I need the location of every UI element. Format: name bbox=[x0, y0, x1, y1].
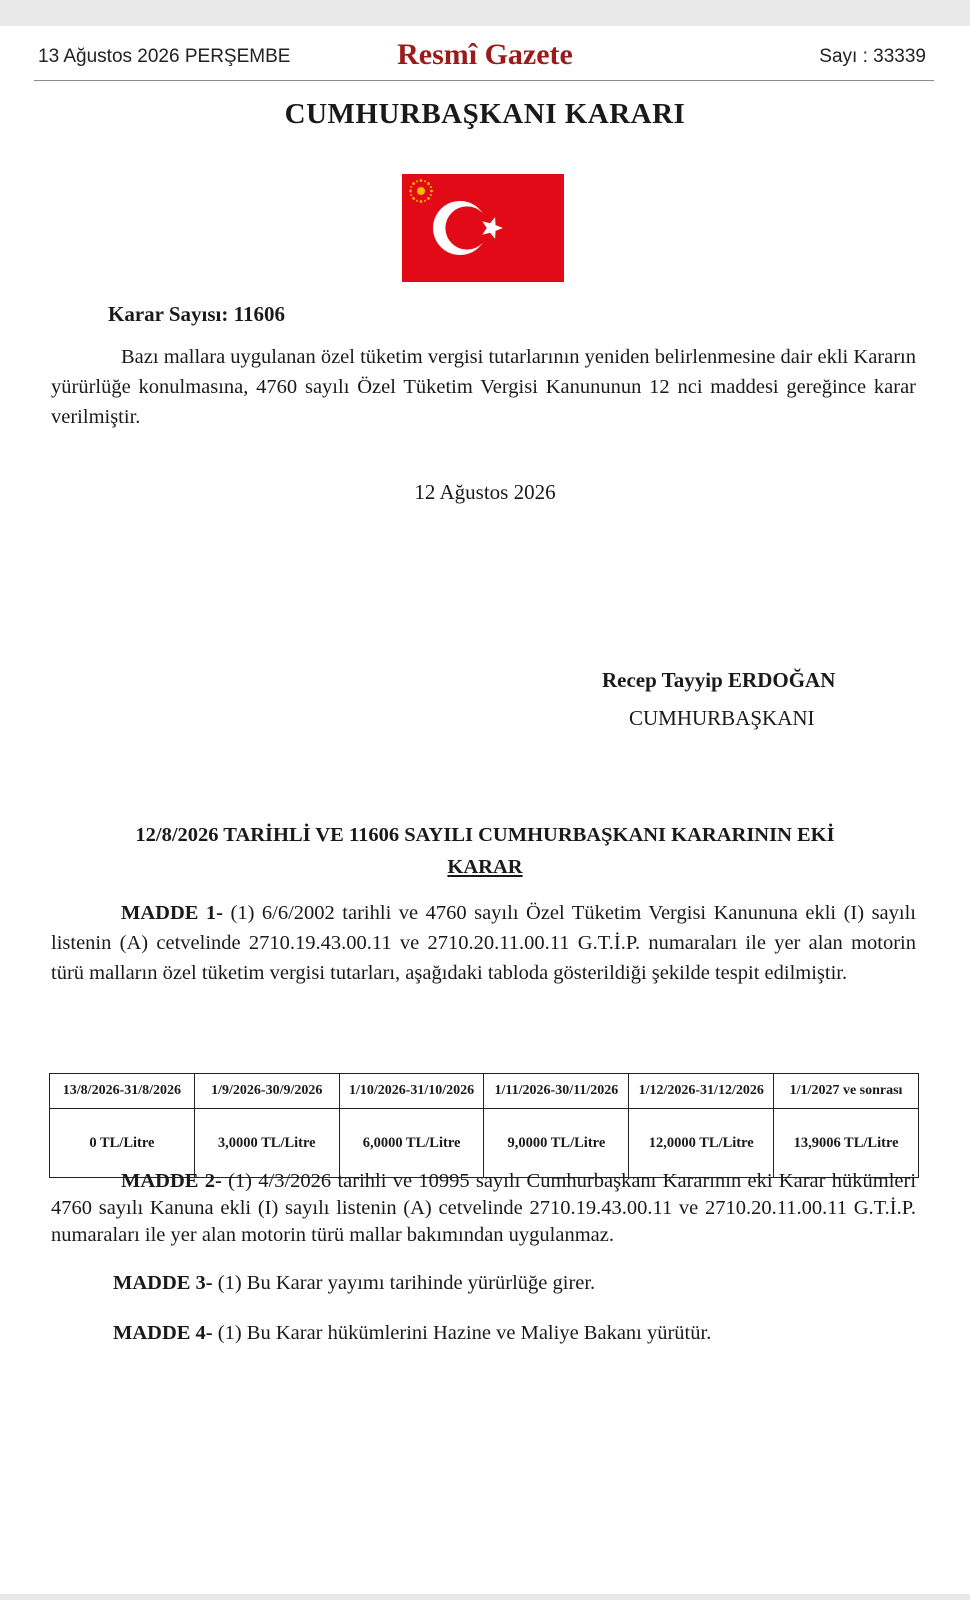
period-cell: 1/9/2026-30/9/2026 bbox=[194, 1074, 339, 1109]
period-cell: 13/8/2026-31/8/2026 bbox=[50, 1074, 195, 1109]
article-4 bbox=[113, 1318, 933, 1348]
amount-cell: 6,0000 TL/Litre bbox=[339, 1109, 484, 1178]
article-3 bbox=[113, 1268, 933, 1298]
period-cell: 1/10/2026-31/10/2026 bbox=[339, 1074, 484, 1109]
decree-body bbox=[51, 342, 916, 432]
amount-cell: 0 TL/Litre bbox=[50, 1109, 195, 1178]
article-2 bbox=[51, 1168, 916, 1249]
period-cell: 1/12/2026-31/12/2026 bbox=[629, 1074, 774, 1109]
article-text: (1) 4/3/2026 tarihli ve 10995 sayılı Cumhurbaşkanı Kararının eki Karar hükümleri 4760 sayılı Kanuna ekli (I) sayılı listenin (A) cetvelinde 2710.19.43.00.11 ve 2710.20.11.00.11 G.T.İ.P. numaraları ile yer alan motorin türü mallar bakımından uygulanmaz. bbox=[51, 1170, 917, 1246]
publication-date: 13 Ağustos 2026 PERŞEMBE bbox=[38, 46, 291, 67]
issue-number: Sayı : 33339 bbox=[819, 46, 926, 67]
period-cell: 1/11/2026-30/11/2026 bbox=[484, 1074, 629, 1109]
article-label: MADDE 2- bbox=[121, 1170, 222, 1192]
annex-subheading-text: KARAR bbox=[447, 856, 523, 878]
annex-heading: 12/8/2026 TARİHLİ VE 11606 SAYILI CUMHURBAŞKANI KARARININ EKİ bbox=[135, 824, 835, 846]
decree-body-text: Bazı mallara uygulanan özel tüketim vergisi tutarlarının yeniden belirlenmesine dair ekli Kararın yürürlüğe konulmasına, 4760 sayılı Özel Tüketim Vergisi Kanununun 12 nci maddesi gereğince karar verilmiştir. bbox=[51, 346, 916, 428]
decree-date: 12 Ağustos 2026 bbox=[414, 480, 556, 504]
header-divider bbox=[34, 80, 934, 81]
article-label: MADDE 1- bbox=[121, 902, 224, 924]
amount-cell: 13,9006 TL/Litre bbox=[774, 1109, 919, 1178]
annex-subheading bbox=[0, 856, 970, 879]
period-cell: 1/1/2027 ve sonrası bbox=[774, 1074, 919, 1109]
article-1 bbox=[51, 898, 916, 988]
article-text: (1) 6/6/2002 tarihli ve 4760 sayılı Özel Tüketim Vergisi Kanununa ekli (I) sayılı listenin (A) cetvelinde 2710.19.43.00.11 ve 2710.20.11.00.11 G.T.İ.P. numaraları ile yer alan motorin türü malların özel tüketim vergisi tutarları, aşağıdaki tabloda gösterildiği şekilde tespit edilmiştir. bbox=[51, 902, 916, 984]
article-text: (1) Bu Karar yayımı tarihinde yürürlüğe girer. bbox=[217, 1272, 596, 1294]
gazette-title: Resmî Gazete bbox=[397, 38, 573, 71]
amount-cell: 12,0000 TL/Litre bbox=[629, 1109, 774, 1178]
amount-cell: 9,0000 TL/Litre bbox=[484, 1109, 629, 1178]
article-label: MADDE 4- bbox=[113, 1322, 213, 1344]
article-label: MADDE 3- bbox=[113, 1272, 213, 1294]
decree-number: Karar Sayısı: 11606 bbox=[108, 302, 285, 326]
decree-heading: CUMHURBAŞKANI KARARI bbox=[284, 98, 686, 130]
signatory-title: CUMHURBAŞKANI bbox=[629, 706, 815, 730]
article-text: (1) Bu Karar hükümlerini Hazine ve Maliye Bakanı yürütür. bbox=[217, 1322, 712, 1344]
table-header-row bbox=[50, 1074, 919, 1109]
tax-rate-table bbox=[49, 1073, 919, 1178]
signatory-name: Recep Tayyip ERDOĞAN bbox=[602, 668, 836, 692]
gazette-page bbox=[0, 26, 970, 1594]
turkish-flag-icon bbox=[402, 174, 564, 282]
amount-cell: 3,0000 TL/Litre bbox=[194, 1109, 339, 1178]
